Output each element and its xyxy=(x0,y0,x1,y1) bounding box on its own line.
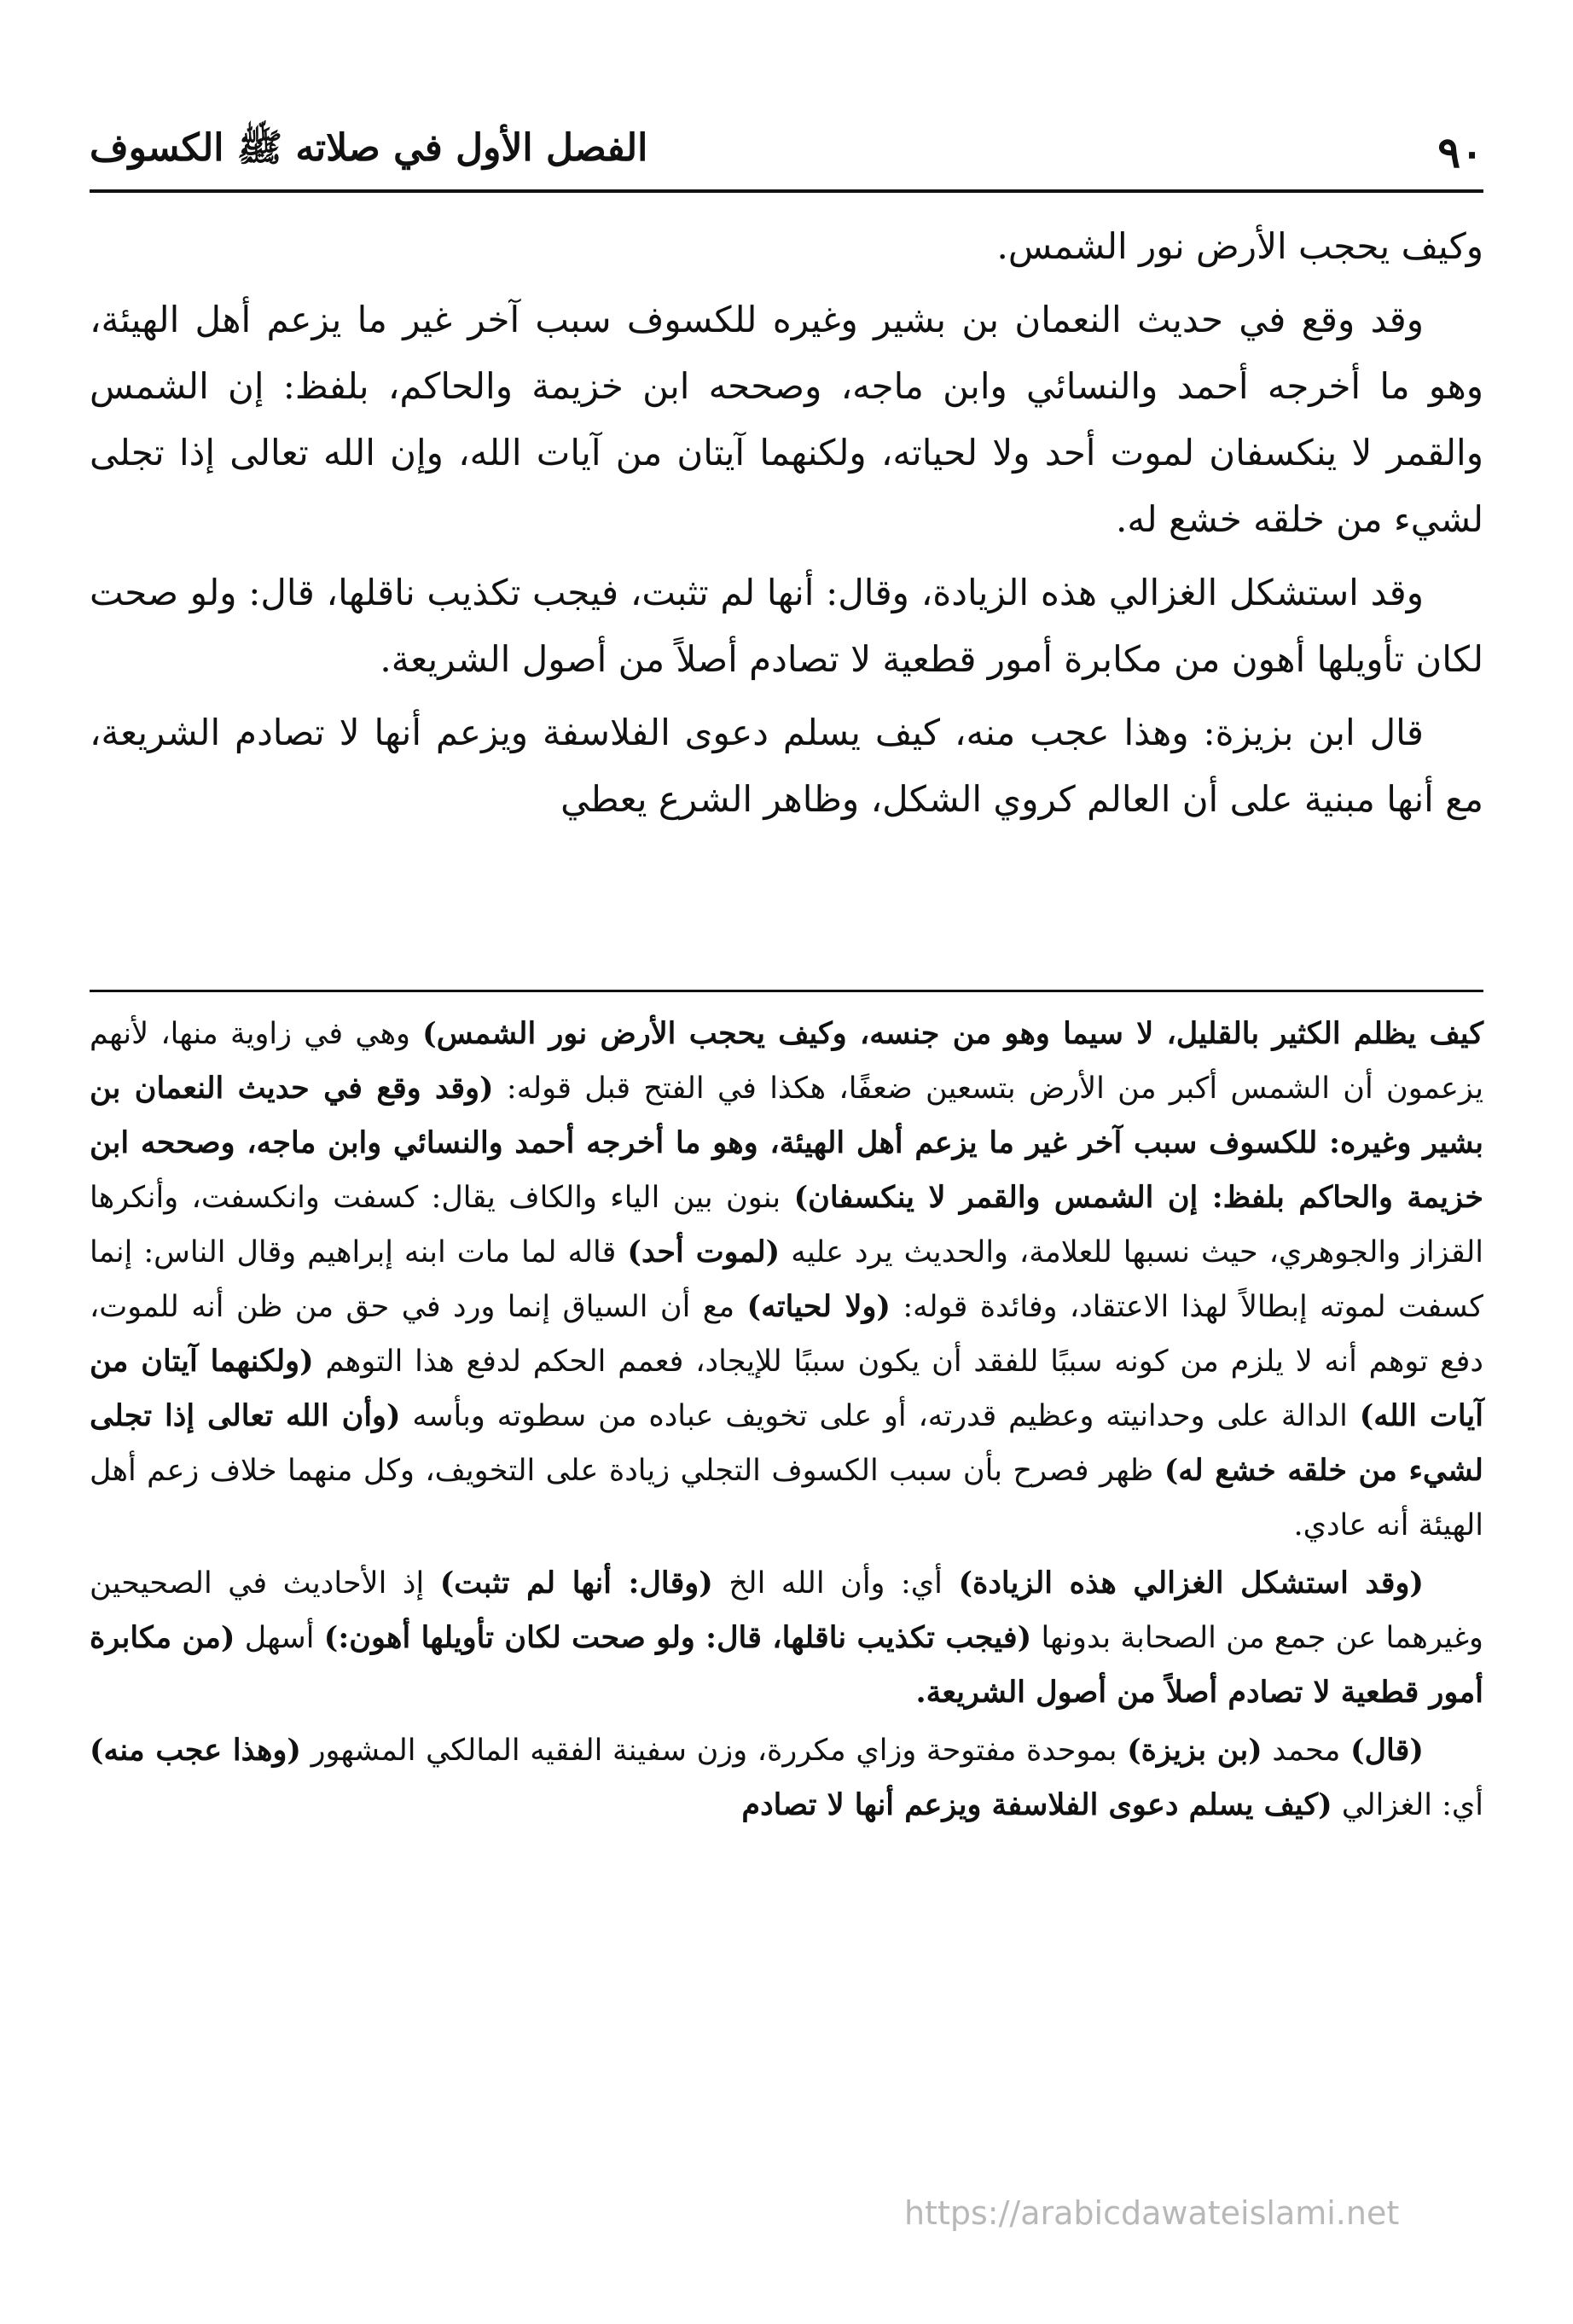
quoted-text: (من مكابرة أمور قطعية لا تصادم أصلاً من أصول الشريعة. xyxy=(90,1620,1483,1710)
explanation-text: أي: وأن الله الخ xyxy=(728,1566,943,1601)
explanation-text: أي: الغزالي xyxy=(1341,1788,1483,1822)
commentary-paragraph xyxy=(90,1007,1483,1553)
explanation-text: وهي في زاوية منها، لأنهم يزعمون أن الشمس أكبر من الأرض بتسعين ضعفًا، هكذا في الفتح قبل قوله: xyxy=(90,1017,1483,1106)
explanation-text: ظهر فصرح بأن سبب الكسوف التجلي زيادة على التخويف، وكل منهما خلاف زعم أهل الهيئة أنه عادي. xyxy=(90,1454,1483,1543)
quoted-text: (وهذا عجب منه) xyxy=(90,1733,301,1768)
quoted-text: (وقد وقع في حديث النعمان بن بشير وغيره: للكسوف سبب آخر غير ما يزعم أهل الهيئة، وهو ما أخرجه أحمد والنسائي وابن ماجه، وصححه ابن خزيمة والحاكم بلفظ: إن الشمس والقمر لا ينكسفان) xyxy=(90,1071,1483,1215)
quoted-text: (فيجب تكذيب ناقلها، قال: ولو صحت لكان تأويلها أهون:) xyxy=(323,1620,1032,1655)
quoted-text: (وأن الله تعالى إذا تجلى لشيء من خلقه خشع له) xyxy=(90,1398,1483,1488)
quoted-text: (وقال: أنها لم تثبت) xyxy=(439,1566,713,1601)
quoted-text: (بن بزيزة) xyxy=(1127,1733,1262,1768)
page-header xyxy=(90,118,1483,186)
running-title: الفصل الأول في صلاته ﷺ الكسوف xyxy=(90,126,648,170)
watermark-url: https://arabicdawateislami.net xyxy=(904,2194,1400,2232)
quoted-text: (قال) xyxy=(1350,1733,1424,1768)
quoted-text: (لموت أحد) xyxy=(627,1235,781,1269)
footnote-divider xyxy=(90,990,1483,992)
main-paragraph: قال ابن بزيزة: وهذا عجب منه، كيف يسلم دعوى الفلاسفة ويزعم أنها لا تصادم الشريعة، مع أنها مبنية على أن العالم كروي الشكل، وظاهر الشرع يعطي xyxy=(90,712,1483,820)
quoted-text: (كيف يسلم دعوى الفلاسفة ويزعم أنها لا تصادم xyxy=(741,1787,1332,1822)
header-rule xyxy=(90,189,1483,193)
explanation-text: محمد xyxy=(1272,1734,1341,1768)
explanation-text: مع أن السياق إنما ورد في حق من ظن أنه للموت، دفع توهم أنه لا يلزم من كونه سببًا للفقد أن يكون سببًا للإيجاد، فعمم الحكم لدفع هذا التوهم xyxy=(90,1290,1483,1379)
main-paragraph: وقد استشكل الغزالي هذه الزيادة، وقال: أنها لم تثبت، فيجب تكذيب ناقلها، قال: ولو صحت لكان تأويلها أهون من مكابرة أمور قطعية لا تصادم أصلاً من أصول الشريعة. xyxy=(90,572,1483,680)
explanation-text: إذ الأحاديث في الصحيحين وغيرهما عن جمع من الصحابة بدونها xyxy=(90,1566,1483,1655)
main-text xyxy=(90,213,1483,971)
page-number: ٩٠ xyxy=(1437,126,1483,177)
explanation-text: قاله لما مات ابنه إبراهيم وقال الناس: إنما كسفت لموته إبطالاً لهذا الاعتقاد، وفائدة قوله: xyxy=(90,1235,1483,1324)
quoted-text: (ولكنهما آيتان من آيات الله) xyxy=(90,1344,1483,1433)
quoted-text: كيف يظلم الكثير بالقليل، لا سيما وهو من جنسه، وكيف يحجب الأرض نور الشمس) xyxy=(422,1016,1483,1051)
explanation-text: أسهل xyxy=(244,1621,315,1655)
commentary xyxy=(90,1007,1483,2184)
main-paragraph: وقد وقع في حديث النعمان بن بشير وغيره للكسوف سبب آخر غير ما يزعم أهل الهيئة، وهو ما أخرجه أحمد والنسائي وابن ماجه، وصححه ابن خزيمة والحاكم، بلفظ: إن الشمس والقمر لا ينكسفان لموت أحد ولا لحياته، ولكنهما آيتان من آيات الله، وإن الله تعالى إذا تجلى لشيء من خلقه خشع له. xyxy=(90,299,1483,540)
explanation-text: بنون بين الياء والكاف يقال: كسفت وانكسفت، وأنكرها القزاز والجوهري، حيث نسبها للعلامة، والحديث يرد عليه xyxy=(90,1181,1483,1269)
quoted-text: (وقد استشكل الغزالي هذه الزيادة) xyxy=(958,1566,1424,1601)
quoted-text: (ولا لحياته) xyxy=(746,1289,891,1324)
explanation-text: بموحدة مفتوحة وزاي مكررة، وزن سفينة الفقيه المالكي المشهور xyxy=(311,1734,1117,1768)
commentary-paragraph xyxy=(90,1723,1483,1833)
explanation-text: الدالة على وحدانيته وعظيم قدرته، أو على تخويف عباده من سطوته وبأسه xyxy=(412,1399,1348,1433)
commentary-paragraph xyxy=(90,1556,1483,1720)
main-paragraph: وكيف يحجب الأرض نور الشمس. xyxy=(996,225,1483,267)
